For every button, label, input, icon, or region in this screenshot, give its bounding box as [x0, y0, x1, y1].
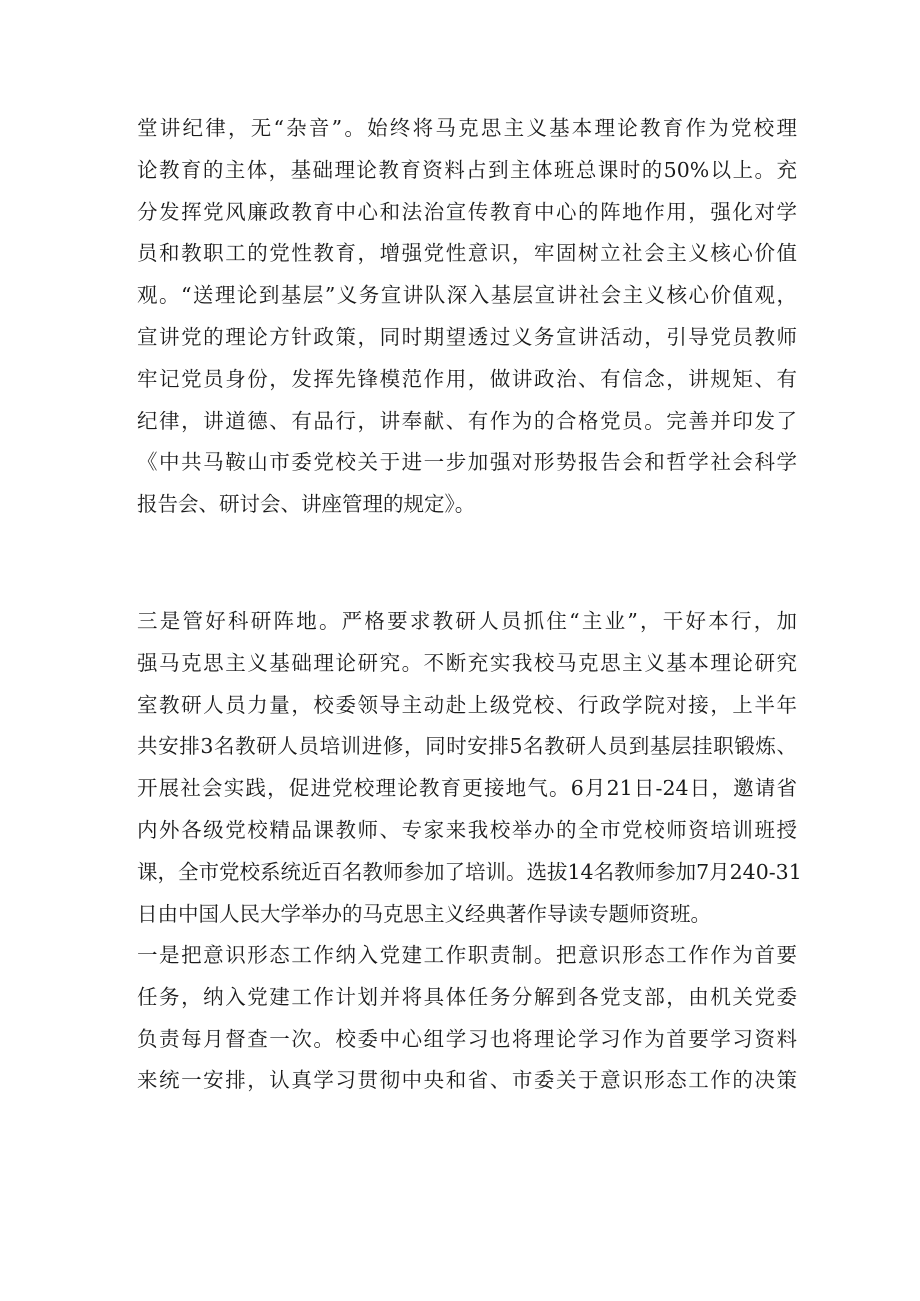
- paragraph-line: 强马克思主义基础理论研究。不断充实我校马克思主义基本理论研究: [137, 650, 797, 675]
- paragraph-line: 开展社会实践，促进党校理论教育更接地气。6月21日-24日，邀请省: [137, 776, 797, 801]
- paragraph-2: [137, 601, 802, 935]
- paragraph-line: 共安排3名教研人员培训进修，同时安排5名教研人员到基层挂职锻炼、: [137, 734, 797, 759]
- paragraph-line: 来统一安排，认真学习贯彻中央和省、市委关于意识形态工作的决策: [137, 1068, 797, 1093]
- paragraph-3: [137, 935, 797, 1102]
- paragraph-line: 内外各级党校精品课教师、专家来我校举办的全市党校师资培训班授: [137, 817, 797, 842]
- paragraph-line: 负责每月督查一次。校委中心组学习也将理论学习作为首要学习资料: [137, 1026, 797, 1051]
- paragraph-line: 《中共马鞍山市委党校关于进一步加强对形势报告会和哲学社会科学: [137, 450, 797, 475]
- paragraph-line: 分发挥党风廉政教育中心和法治宣传教育中心的阵地作用，强化对学: [137, 199, 797, 224]
- paragraph-line: 纪律，讲道德、有品行，讲奉献、有作为的合格党员。完善并印发了: [137, 408, 797, 433]
- paragraph-line: 观。“送理论到基层”义务宣讲队深入基层宣讲社会主义核心价值观，: [137, 283, 797, 308]
- paragraph-line: 宣讲党的理论方针政策，同时期望透过义务宣讲活动，引导党员教师: [137, 324, 797, 349]
- paragraph-line: 员和教职工的党性教育，增强党性意识，牢固树立社会主义核心价值: [137, 241, 797, 266]
- paragraph-line: 室教研人员力量，校委领导主动赴上级党校、行政学院对接，上半年: [137, 692, 797, 717]
- paragraph-line: 一是把意识形态工作纳入党建工作职责制。把意识形态工作作为首要: [137, 943, 797, 967]
- paragraph-line: 牢记党员身份，发挥先锋模范作用，做讲政治、有信念，讲规矩、有: [137, 366, 797, 391]
- paragraph-line: 日由中国人民大学举办的马克思主义经典著作导读专题师资班。: [137, 901, 711, 926]
- paragraph-line: 报告会、研讨会、讲座管理的规定》。: [137, 492, 476, 517]
- paragraph-1: [137, 108, 797, 526]
- paragraph-line: 堂讲纪律，无“杂音”。始终将马克思主义基本理论教育作为党校理: [137, 116, 797, 140]
- paragraph-line: 课，全市党校系统近百名教师参加了培训。选拔14名教师参加7月240-31: [137, 859, 802, 884]
- paragraph-line: 论教育的主体，基础理论教育资料占到主体班总课时的50%以上。充: [137, 157, 797, 182]
- paragraph-line: 三是管好科研阵地。严格要求教研人员抓住“主业”，干好本行，加: [137, 609, 797, 633]
- paragraph-line: 任务，纳入党建工作计划并将具体任务分解到各党支部，由机关党委: [137, 984, 797, 1009]
